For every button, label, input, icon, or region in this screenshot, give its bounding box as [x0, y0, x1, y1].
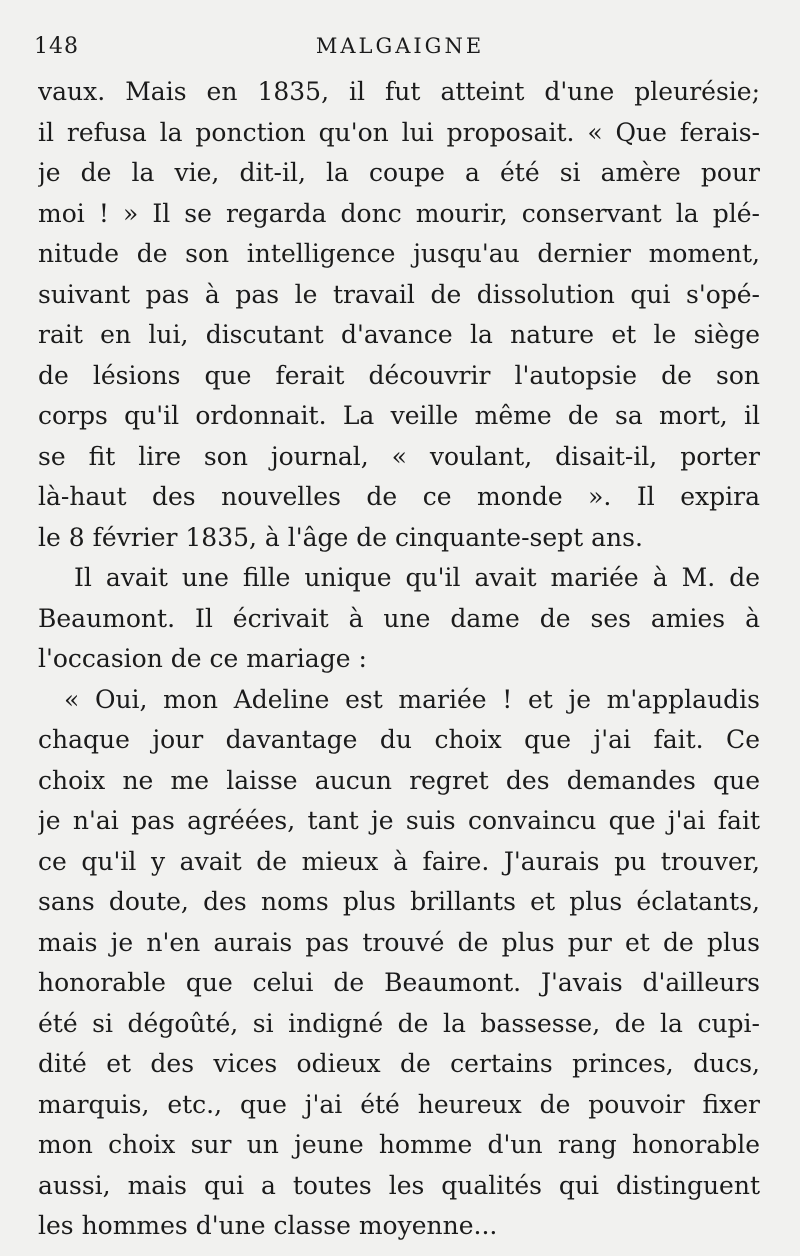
text-line: je n'ai pas agréées, tant je suis convaincu que j'ai fait	[38, 806, 760, 835]
text-line: honorable que celui de Beaumont. J'avais d'ailleurs	[38, 968, 760, 997]
text-line: les hommes d'une classe moyenne...	[38, 1211, 498, 1240]
text-line: là-haut des nouvelles de ce monde ». Il expira	[38, 482, 760, 511]
text-line: dité et des vices odieux de certains princes, ducs,	[38, 1049, 760, 1078]
text-line: mais je n'en aurais pas trouvé de plus pur et de plus	[38, 927, 760, 957]
text-line: Beaumont. Il écrivait à une dame de ses amies à	[38, 603, 760, 633]
running-head: MALGAIGNE	[315, 34, 485, 58]
text-line: rait en lui, discutant d'avance la nature et le siège	[38, 320, 760, 349]
body-text	[38, 72, 760, 1247]
text-line: corps qu'il ordonnait. La veille même de sa mort, il	[38, 401, 760, 430]
text-line: l'occasion de ce mariage :	[38, 644, 367, 673]
text-line: moi ! » Il se regarda donc mourir, conservant la plé-	[38, 198, 760, 228]
text-line: se fit lire son journal, « voulant, disait-il, porter	[38, 441, 760, 471]
text-line: nitude de son intelligence jusqu'au dernier moment,	[38, 239, 760, 268]
text-line: aussi, mais qui a toutes les qualités qui distinguent	[38, 1170, 760, 1200]
text-line: mon choix sur un jeune homme d'un rang honorable	[38, 1130, 760, 1159]
quote-first-line: « Oui, mon Adeline est mariée ! et je m'applaudis	[64, 684, 760, 714]
text-line: le 8 février 1835, à l'âge de cinquante-sept ans.	[38, 522, 643, 552]
text-line: vaux. Mais en 1835, il fut atteint d'une pleurésie;	[38, 77, 760, 106]
text-line: je de la vie, dit-il, la coupe a été si amère pour	[38, 158, 760, 187]
text-line: choix ne me laisse aucun regret des demandes que	[38, 765, 760, 795]
text-line: il refusa la ponction qu'on lui proposait. « Que ferais-	[38, 117, 760, 147]
text-line: marquis, etc., que j'ai été heureux de pouvoir fixer	[38, 1089, 760, 1119]
text-line: suivant pas à pas le travail de dissolution qui s'opé-	[38, 279, 760, 309]
text-line: chaque jour davantage du choix que j'ai fait. Ce	[38, 725, 760, 754]
text-line: été si dégoûté, si indigné de la bassesse, de la cupi-	[38, 1008, 760, 1038]
text-line: sans doute, des noms plus brillants et plus éclatants,	[38, 887, 760, 916]
text-line: de lésions que ferait découvrir l'autopsie de son	[38, 360, 760, 390]
page-number: 148	[34, 34, 79, 59]
paragraph-first-line: Il avait une fille unique qu'il avait mariée à M. de	[74, 563, 760, 592]
text-line: ce qu'il y avait de mieux à faire. J'aurais pu trouver,	[38, 846, 760, 876]
page-header	[0, 34, 800, 64]
